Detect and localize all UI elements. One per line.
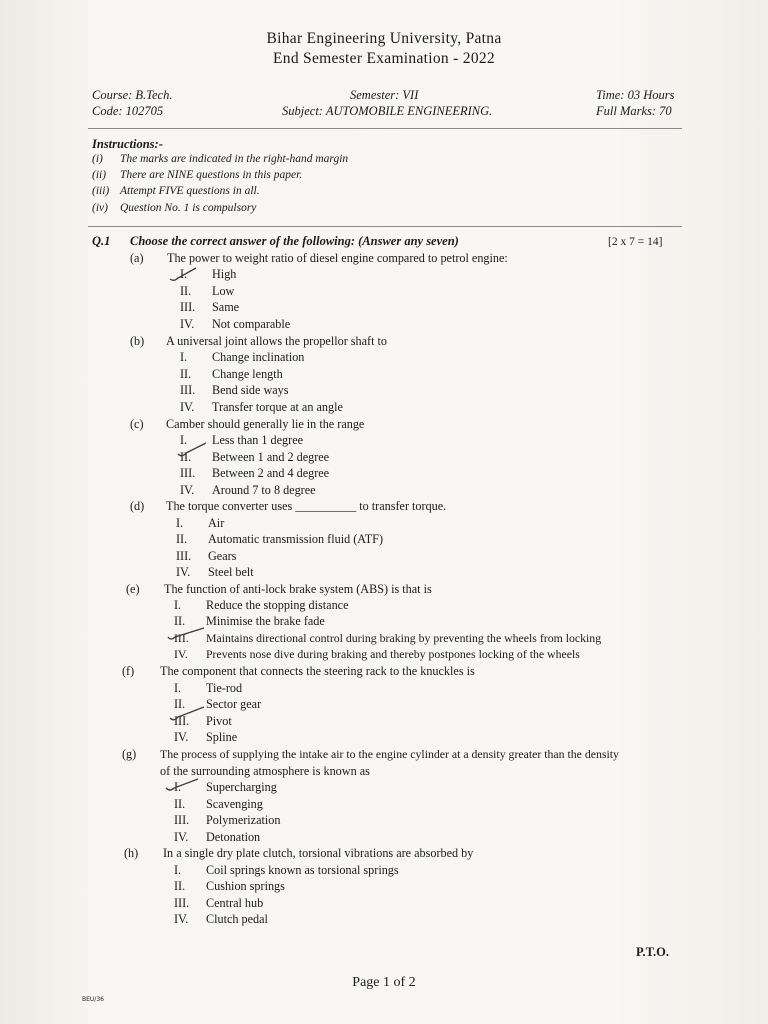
option-text: Pivot xyxy=(206,714,232,728)
option-numeral: IV. xyxy=(180,483,195,497)
option-text: Change length xyxy=(212,367,283,381)
part-b-letter: (b) xyxy=(130,334,145,348)
part-g-letter: (g) xyxy=(122,747,137,761)
code-label: Code: 102705 xyxy=(92,104,164,118)
option-text: Steel belt xyxy=(208,565,254,579)
option-numeral: III. xyxy=(180,300,196,314)
option-numeral: I. xyxy=(180,267,188,281)
instruction-number: (i) xyxy=(92,153,103,165)
instruction-number: (iii) xyxy=(92,185,110,197)
option-h-2 xyxy=(174,879,285,894)
option-numeral: IV. xyxy=(176,565,191,579)
option-text: Maintains directional control during braking by preventing the wheels from locking xyxy=(206,631,602,645)
part-h-letter: (h) xyxy=(124,846,139,860)
part-c-stem: Camber should generally lie in the range xyxy=(166,417,365,431)
option-numeral: IV. xyxy=(180,400,195,414)
semester-label: Semester: VII xyxy=(350,88,419,102)
option-numeral: II. xyxy=(180,367,192,381)
instruction-text: The marks are indicated in the right-hand margin xyxy=(120,153,349,165)
option-numeral: I. xyxy=(176,516,184,530)
exam-title: End Semester Examination - 2022 xyxy=(273,50,495,67)
option-numeral: III. xyxy=(174,714,190,728)
option-d-1 xyxy=(176,516,224,531)
instructions-heading: Instructions:- xyxy=(92,137,163,151)
option-numeral: III. xyxy=(180,466,196,480)
pto-label: P.T.O. xyxy=(636,945,669,959)
pencil-tick-mark-icon xyxy=(168,265,208,285)
option-a-3 xyxy=(180,300,239,315)
part-d-stem: The torque converter uses __________ to transfer torque. xyxy=(166,499,447,513)
option-text: Same xyxy=(212,300,240,314)
option-text: Automatic transmission fluid (ATF) xyxy=(208,532,384,546)
option-text: Not comparable xyxy=(212,317,291,331)
option-text: Sector gear xyxy=(206,697,262,711)
part-a-letter: (a) xyxy=(130,251,144,265)
subject-label: Subject: AUTOMOBILE ENGINEERING. xyxy=(282,104,493,118)
option-text: Supercharging xyxy=(206,780,277,794)
option-h-1 xyxy=(174,863,399,878)
instruction-text: Question No. 1 is compulsory xyxy=(120,202,257,214)
option-f-1 xyxy=(174,681,242,696)
instruction-item xyxy=(92,185,260,197)
option-text: Between 2 and 4 degree xyxy=(212,466,330,480)
corner-code: BEU/36 xyxy=(82,996,104,1003)
option-numeral: I. xyxy=(174,863,182,877)
option-text: Central hub xyxy=(206,896,264,910)
option-g-4 xyxy=(174,830,260,845)
instruction-item xyxy=(92,202,256,214)
university-name: Bihar Engineering University, Patna xyxy=(266,30,502,47)
option-numeral: IV. xyxy=(174,830,189,844)
option-text: Between 1 and 2 degree xyxy=(212,450,330,464)
option-text: Polymerization xyxy=(206,813,281,827)
option-g-2 xyxy=(174,797,263,812)
option-numeral: II. xyxy=(176,532,188,546)
option-text: Clutch pedal xyxy=(206,912,268,926)
part-c-letter: (c) xyxy=(130,417,144,431)
option-numeral: III. xyxy=(174,896,190,910)
option-numeral: II. xyxy=(174,879,186,893)
option-d-3 xyxy=(176,549,236,564)
option-numeral: I. xyxy=(174,780,182,794)
option-e-4 xyxy=(174,647,580,662)
option-text: Change inclination xyxy=(212,350,305,364)
part-f-letter: (f) xyxy=(122,664,135,678)
option-g-3 xyxy=(174,813,280,828)
option-text: Reduce the stopping distance xyxy=(206,598,349,612)
option-text: Scavenging xyxy=(206,797,263,811)
option-numeral: I. xyxy=(180,350,188,364)
option-c-3 xyxy=(180,466,329,481)
course-label: Course: B.Tech. xyxy=(92,88,173,102)
option-c-4 xyxy=(180,483,316,498)
question-marks: [2 x 7 = 14] xyxy=(608,236,663,248)
pencil-tick-mark-icon xyxy=(166,626,206,646)
question-heading: Choose the correct answer of the following: (Answer any seven) xyxy=(130,234,459,248)
pencil-tick-mark-icon xyxy=(164,777,204,797)
option-e-1 xyxy=(174,598,349,613)
option-b-4 xyxy=(180,400,343,415)
option-e-3 xyxy=(174,631,601,646)
part-h-stem: In a single dry plate clutch, torsional vibrations are absorbed by xyxy=(163,846,474,860)
option-numeral: II. xyxy=(180,284,192,298)
option-numeral: IV. xyxy=(180,317,195,331)
option-numeral: IV. xyxy=(174,730,189,744)
option-d-2 xyxy=(176,532,383,547)
option-text: Coil springs known as torsional springs xyxy=(206,863,399,877)
option-numeral: IV. xyxy=(174,647,188,661)
option-text: Less than 1 degree xyxy=(212,433,304,447)
divider-instructions xyxy=(88,226,682,227)
part-e-letter: (e) xyxy=(126,582,140,596)
instruction-number: (iv) xyxy=(92,202,108,214)
option-f-4 xyxy=(174,730,237,745)
option-text: Prevents nose dive during braking and thereby postpones locking of the wheels xyxy=(206,647,580,661)
option-text: Air xyxy=(208,516,225,530)
divider-top xyxy=(88,128,682,129)
option-numeral: III. xyxy=(174,631,189,645)
option-numeral: III. xyxy=(176,549,192,563)
option-text: Low xyxy=(212,284,235,298)
page-number: Page 1 of 2 xyxy=(352,975,416,990)
option-text: Cushion springs xyxy=(206,879,285,893)
option-text: Around 7 to 8 degree xyxy=(212,483,316,497)
pencil-tick-mark-icon xyxy=(176,440,210,460)
option-b-1 xyxy=(180,350,304,365)
option-numeral: I. xyxy=(174,598,182,612)
instruction-item xyxy=(92,169,302,181)
part-f-stem: The component that connects the steering rack to the knuckles is xyxy=(160,664,475,678)
question-number: Q.1 xyxy=(92,234,111,248)
instruction-item xyxy=(92,153,348,165)
option-numeral: II. xyxy=(180,450,192,464)
option-b-3 xyxy=(180,383,289,398)
option-h-3 xyxy=(174,896,263,911)
option-numeral: II. xyxy=(174,697,186,711)
option-text: Tie-rod xyxy=(206,681,243,695)
option-text: Gears xyxy=(208,549,237,563)
option-a-2 xyxy=(180,284,234,299)
option-numeral: IV. xyxy=(174,912,189,926)
pencil-tick-mark-icon xyxy=(168,704,208,724)
part-e-stem: The function of anti-lock brake system (ABS) is that is xyxy=(164,582,432,596)
full-marks-label: Full Marks: 70 xyxy=(596,104,672,118)
part-g-stem: The process of supplying the intake air to the engine cylinder at a density greater than the density xyxy=(160,747,619,761)
part-g-stem-continued: of the surrounding atmosphere is known as xyxy=(160,764,370,778)
instruction-number: (ii) xyxy=(92,169,107,181)
option-b-2 xyxy=(180,367,283,382)
option-text: Transfer torque at an angle xyxy=(212,400,343,414)
time-label: Time: 03 Hours xyxy=(596,88,675,102)
option-numeral: I. xyxy=(174,681,182,695)
part-d-letter: (d) xyxy=(130,499,145,513)
option-numeral: II. xyxy=(174,614,186,628)
option-numeral: III. xyxy=(174,813,190,827)
option-text: Bend side ways xyxy=(212,383,289,397)
instruction-text: There are NINE questions in this paper. xyxy=(120,169,303,181)
part-a-stem: The power to weight ratio of diesel engine compared to petrol engine: xyxy=(167,251,508,265)
option-a-4 xyxy=(180,317,290,332)
instruction-text: Attempt FIVE questions in all. xyxy=(120,185,260,197)
option-d-4 xyxy=(176,565,254,580)
option-numeral: I. xyxy=(180,433,188,447)
option-text: High xyxy=(212,267,237,281)
option-text: Detonation xyxy=(206,830,261,844)
option-numeral: II. xyxy=(174,797,186,811)
option-numeral: III. xyxy=(180,383,196,397)
option-text: Spline xyxy=(206,730,238,744)
option-text: Minimise the brake fade xyxy=(206,614,325,628)
part-b-stem: A universal joint allows the propellor shaft to xyxy=(166,334,388,348)
option-h-4 xyxy=(174,912,268,927)
